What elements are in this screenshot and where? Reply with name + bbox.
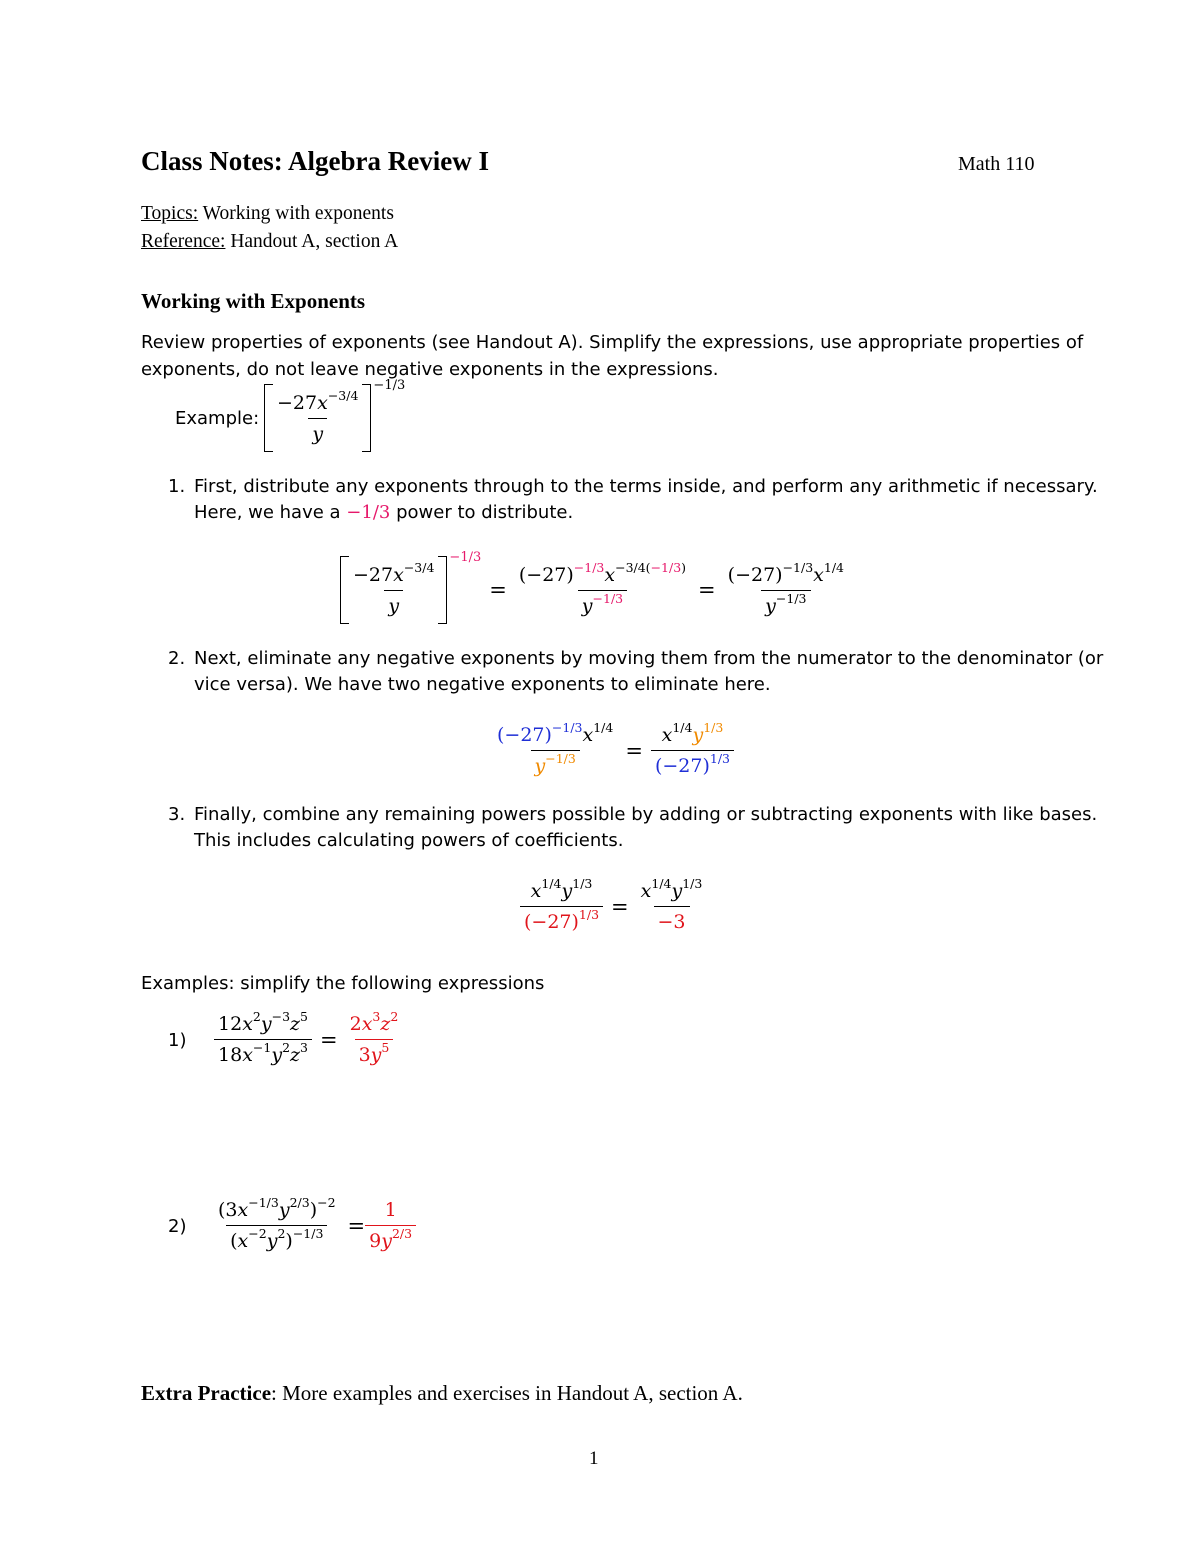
extra-practice-text: : More examples and exercises in Handout A, section A.: [271, 1381, 743, 1405]
example-2-label: 2): [168, 1216, 187, 1237]
example-expression: $\frac{-27x^{-3/4}}{y}$ −1/3: [264, 384, 405, 457]
reference-label: Reference:: [141, 231, 226, 252]
step-2-number: 2.: [168, 648, 186, 669]
step-1-line-1: First, distribute any exponents through to the terms inside, and perform any arithmetic if necessary.: [194, 476, 1098, 497]
section-heading: Working with Exponents: [141, 289, 366, 313]
reference-value: Handout A, section A: [225, 231, 399, 252]
intro-line-2: exponents, do not leave negative exponents in the expressions.: [141, 359, 719, 380]
step-3-line-2: This includes calculating powers of coefficients.: [194, 830, 624, 851]
topics-value: Working with exponents: [198, 203, 394, 224]
step-3-equation: $\frac{x^{1/4}y^{1/3}}{(-27)^{1/3}}$ = $\frac{x^{1/4}y^{1/3}}{-3}$: [520, 880, 706, 933]
step-3-line-1: Finally, combine any remaining powers possible by adding or subtracting exponents with like bases.: [194, 804, 1098, 825]
example-1-equation: $\frac{12x^2y^{-3}z^5}{18x^{-1}y^2z^3}$ = $\frac{2x^3z^2}{3y^5}$: [214, 1013, 402, 1066]
example-label: Example:: [175, 408, 260, 429]
example-2-equation: $\frac{(3x^{-1/3}y^{2/3})^{-2}}{(x^{-2}y^2)^{-1/3}}$ = $\frac{1}{9y^{2/3}}$: [214, 1199, 416, 1252]
step-2-line-2: vice versa). We have two negative exponents to eliminate here.: [194, 674, 771, 695]
course-label: Math 110: [958, 153, 1035, 175]
extra-practice-label: Extra Practice: [141, 1381, 272, 1405]
step-1-number: 1.: [168, 476, 186, 497]
step-2-line-1: Next, eliminate any negative exponents by moving them from the numerator to the denominator (or: [194, 648, 1104, 669]
step-3-number: 3.: [168, 804, 186, 825]
example-1-label: 1): [168, 1030, 187, 1051]
page-title: Class Notes: Algebra Review I: [141, 146, 489, 176]
step-1-line-2: Here, we have a −1/3 power to distribute.: [194, 502, 574, 523]
page-number: 1: [589, 1448, 599, 1469]
step-1-equation: $\frac{-27x^{-3/4}}{y}$ −1/3 = $\frac{(-27)^{-1/3}x^{-3/4(-1/3)}}{y^{-1/3}}$ = $\frac{(-27)^{-1/3}x^{1/4}}{y^{-1/3}}$: [340, 556, 848, 629]
topics-line: [141, 203, 394, 225]
extra-practice-line: [141, 1381, 743, 1406]
reference-line: [141, 231, 398, 253]
step-2-equation: $\frac{(-27)^{-1/3}x^{1/4}}{y^{-1/3}}$ = $\frac{x^{1/4}y^{1/3}}{(-27)^{1/3}}$: [493, 724, 734, 777]
topics-label: Topics:: [141, 203, 199, 224]
intro-line-1: Review properties of exponents (see Handout A). Simplify the expressions, use appropriate properties of: [141, 332, 1084, 353]
examples-heading: Examples: simplify the following expressions: [141, 973, 545, 994]
